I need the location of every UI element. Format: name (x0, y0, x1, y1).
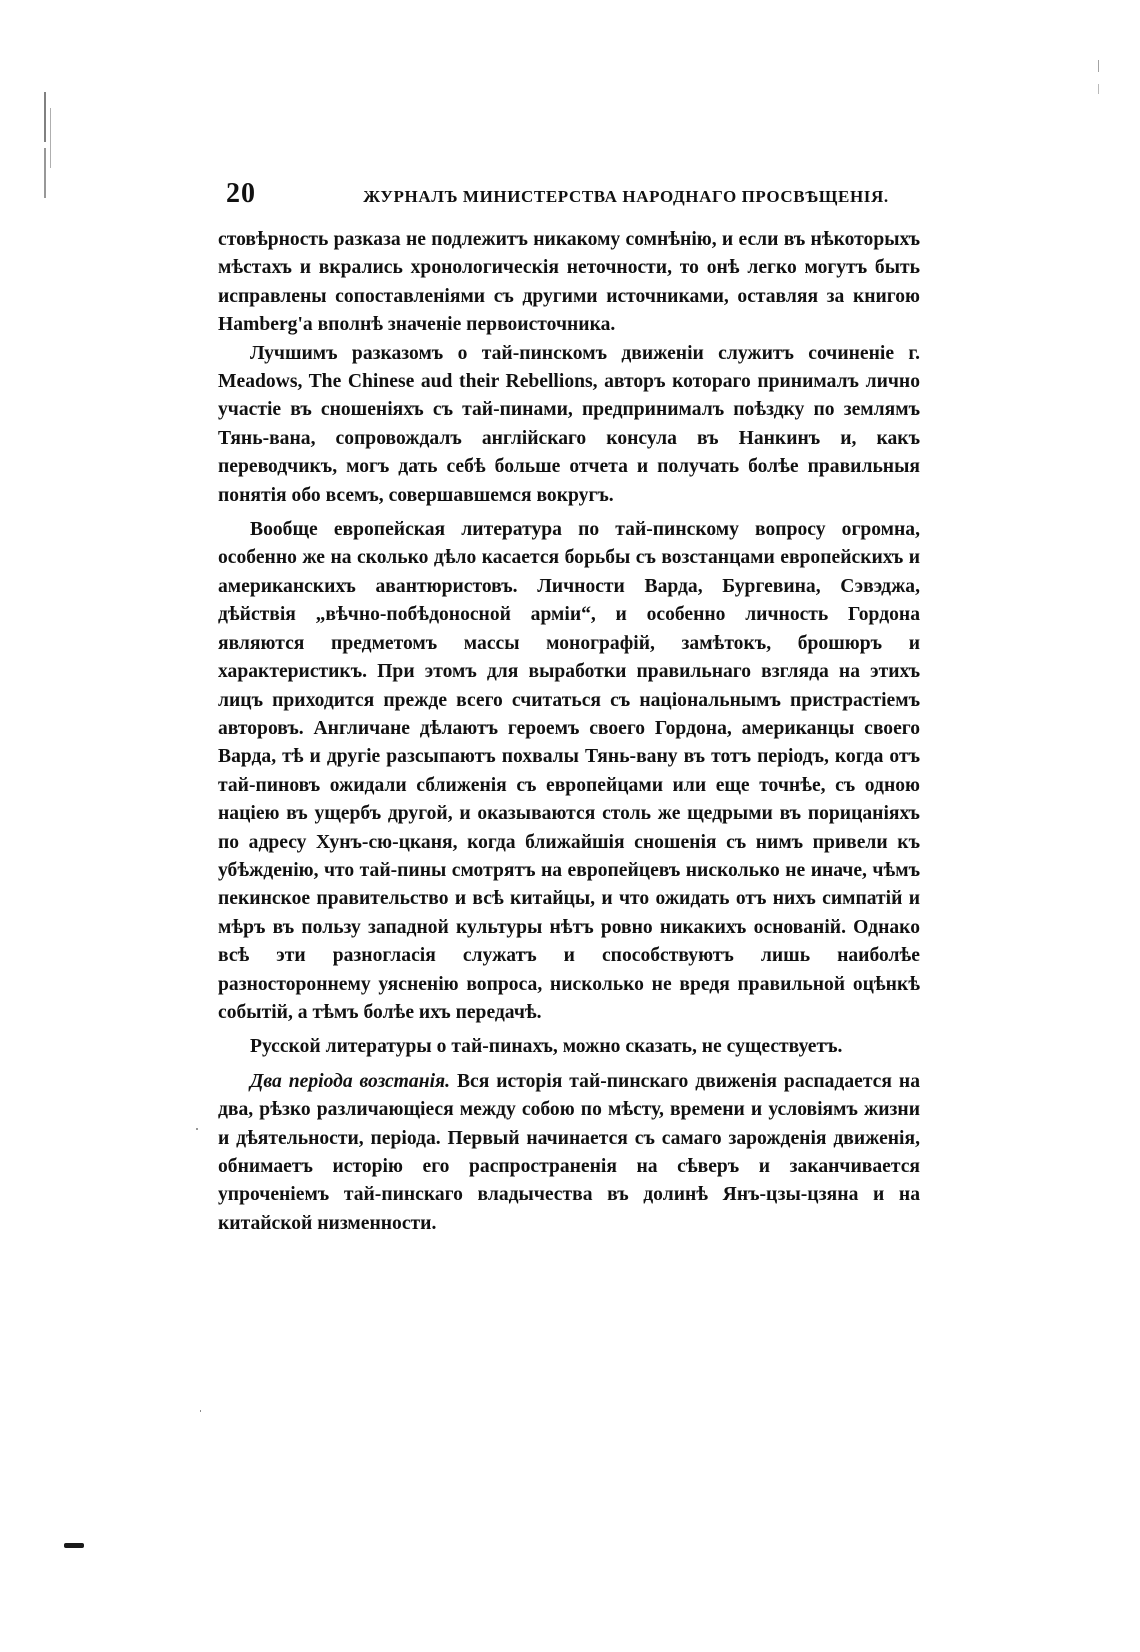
journal-title: ЖУРНАЛЪ МИНИСТЕРСТВА НАРОДНАГО ПРОСВѢЩЕНІЯ. (363, 187, 889, 206)
running-head (226, 178, 926, 212)
scan-speck (200, 1410, 201, 1412)
paragraph-meadows: Лучшимъ разказомъ о тай-пинскомъ движеніи служитъ сочиненіе г. Meadows, The Chinese aud their Rebellions, авторъ котораго принималъ лично участіе въ сношеніяхъ съ тай-пинами, предпринималъ поѣздку по землямъ Тянь-вана, сопровождалъ англійскаго консула въ Нанкинъ и, какъ переводчикъ, могъ дать себѣ больше отчета и получать болѣе правильныя понятія обо всемъ, совершавшемся вокругъ. (218, 342, 920, 506)
scan-speck (196, 1128, 198, 1130)
scan-edge-mark (64, 1543, 84, 1548)
paragraph-european-literature: Вообще европейская литература по тай-пинскому вопросу огромна, особенно же на сколько дѣло касается борьбы съ возстанцами европейскихъ и американскихъ авантюристовъ. Личности Варда, Бургевина, Сэвэджа, дѣйствія „вѣчно-побѣдоносной арміи“, и особенно личность Гордона являются предметомъ массы монографій, замѣтокъ, брошюръ и характеристикъ. При этомъ для выработки правильнаго взгляда на этихъ лицъ приходится прежде всего считаться съ національнымъ пристрастіемъ авторовъ. Англичане дѣлаютъ героемъ своего Гордона, американцы своего Варда, тѣ и другіе разсыпаютъ похвалы Тянь-вану въ тотъ періодъ, когда отъ тай-пиновъ ожидали сближенія съ европейцами или еще точнѣе, съ одною націею въ ущербъ другой, и оказываются столь же щедрыми въ порицаніяхъ по адресу Хунъ-сю-цканя, когда ближайшія сношенія съ нимъ привели къ убѣжденію, что тай-пины смотрятъ на европейцевъ нисколько не иначе, чѣмъ пекинское правительство и всѣ китайцы, и что ожидать отъ нихъ симпатій и мѣръ въ пользу западной культуры нѣтъ ровно никакихъ основаній. Однако всѣ эти разногласія служатъ и способствуютъ лишь наиболѣе разностороннему уясненію вопроса, нисколько не вредя правильной оцѣнкѣ событій, а тѣмъ болѣе ихъ передачѣ. (218, 519, 920, 1023)
page-number: 20 (226, 178, 256, 209)
paragraph-russian-literature: Русской литературы о тай-пинахъ, можно сказать, не существуетъ. (250, 1036, 843, 1058)
scan-edge-mark (1098, 60, 1099, 72)
paragraph-two-periods (218, 1068, 920, 1238)
scan-edge-mark (44, 92, 46, 142)
scan-edge-mark (50, 108, 51, 168)
scan-edge-mark (44, 148, 46, 198)
section-heading: Два періода возстанія. (250, 1070, 451, 1092)
section-text: Вся исторія тай-пинскаго движенія распадается на два, рѣзко различающіеся между собою по мѣсту, времени и условіямъ жизни и дѣятельности, періода. Первый начинается съ самаго зарожденія движенія, обнимаетъ исторію его распространенія на сѣверъ и заканчивается упроченіемъ тай-пинскаго владычества въ долинѣ Янъ-цзы-цзяна и на китайской низменности. (218, 1070, 920, 1234)
scan-edge-mark (1098, 84, 1099, 94)
paragraph-continued: стовѣрность разказа не подлежитъ никакому сомнѣнію, и если въ нѣкоторыхъ мѣстахъ и вкрались хронологическія неточности, то онѣ легко могутъ быть исправлены сопоставленіями съ другими источниками, оставляя за книгою Hamberg'а вполнѣ значеніе первоисточника. (218, 229, 920, 336)
body-text (218, 226, 920, 1238)
